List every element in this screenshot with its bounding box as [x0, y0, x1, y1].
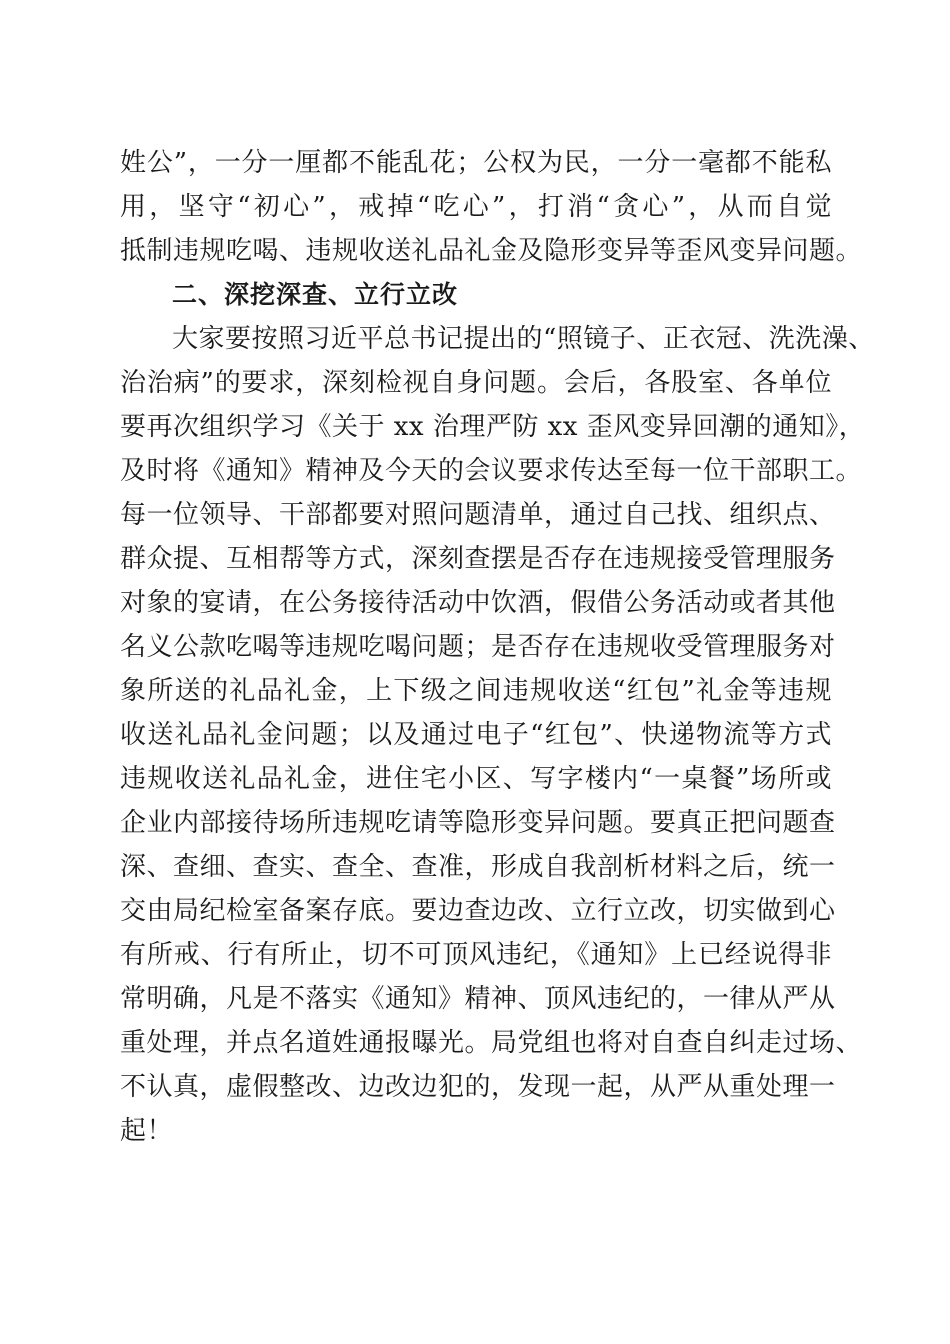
- paragraph-line: 每一位领导、干部都要对照问题清单，通过自己找、组织点、: [120, 500, 836, 530]
- paragraph-line: 违规收送礼品礼金，进住宅小区、写字楼内“一桌餐”场所或: [120, 764, 832, 794]
- paragraph-line: 深、查细、查实、查全、查准，形成自我剖析材料之后，统一: [120, 852, 836, 882]
- paragraph-line: 不认真，虚假整改、边改边犯的，发现一起，从严从重处理一: [120, 1072, 836, 1102]
- paragraph-line: 常明确，凡是不落实《通知》精神、顶风违纪的，一律从严从: [120, 984, 836, 1014]
- paragraph-line: 要再次组织学习《关于 xx 治理严防 xx 歪风变异回潮的通知》，: [120, 412, 866, 442]
- paragraph-last-line: 起！: [120, 1116, 174, 1146]
- paragraph-line: 交由局纪检室备案存底。要边查边改、立行立改，切实做到心: [120, 896, 836, 926]
- paragraph-line: 抵制违规吃喝、违规收送礼品礼金及隐形变异等歪风变异问题。: [120, 236, 863, 266]
- section-heading: 二、深挖深查、立行立改: [172, 280, 459, 309]
- paragraph-line: 姓公”，一分一厘都不能乱花；公权为民，一分一毫都不能私: [120, 148, 832, 178]
- paragraph-line: 象所送的礼品礼金，上下级之间违规收送“红包”礼金等违规: [120, 676, 832, 706]
- paragraph-line: 及时将《通知》精神及今天的会议要求传达至每一位干部职工。: [120, 456, 863, 486]
- paragraph-line: 对象的宴请，在公务接待活动中饮酒，假借公务活动或者其他: [120, 588, 836, 618]
- paragraph-line: 治治病”的要求，深刻检视自身问题。会后，各股室、各单位: [120, 368, 832, 398]
- paragraph-line: 用，坚守“初心”，戒掉“吃心”，打消“贪心”，从而自觉: [120, 192, 832, 222]
- paragraph-line: 群众提、互相帮等方式，深刻查摆是否存在违规接受管理服务: [120, 544, 836, 574]
- paragraph-line: 企业内部接待场所违规吃请等隐形变异问题。要真正把问题查: [120, 808, 836, 838]
- paragraph-line: 重处理，并点名道姓通报曝光。局党组也将对自查自纠走过场、: [120, 1028, 863, 1058]
- paragraph-line: 名义公款吃喝等违规吃喝问题；是否存在违规收受管理服务对: [120, 632, 836, 662]
- paragraph-line: 有所戒、行有所止，切不可顶风违纪，《通知》上已经说得非: [120, 940, 832, 970]
- paragraph-line: 收送礼品礼金问题；以及通过电子“红包”、快递物流等方式: [120, 720, 832, 750]
- paragraph-first-line: 大家要按照习近平总书记提出的“照镜子、正衣冠、洗洗澡、: [172, 324, 875, 354]
